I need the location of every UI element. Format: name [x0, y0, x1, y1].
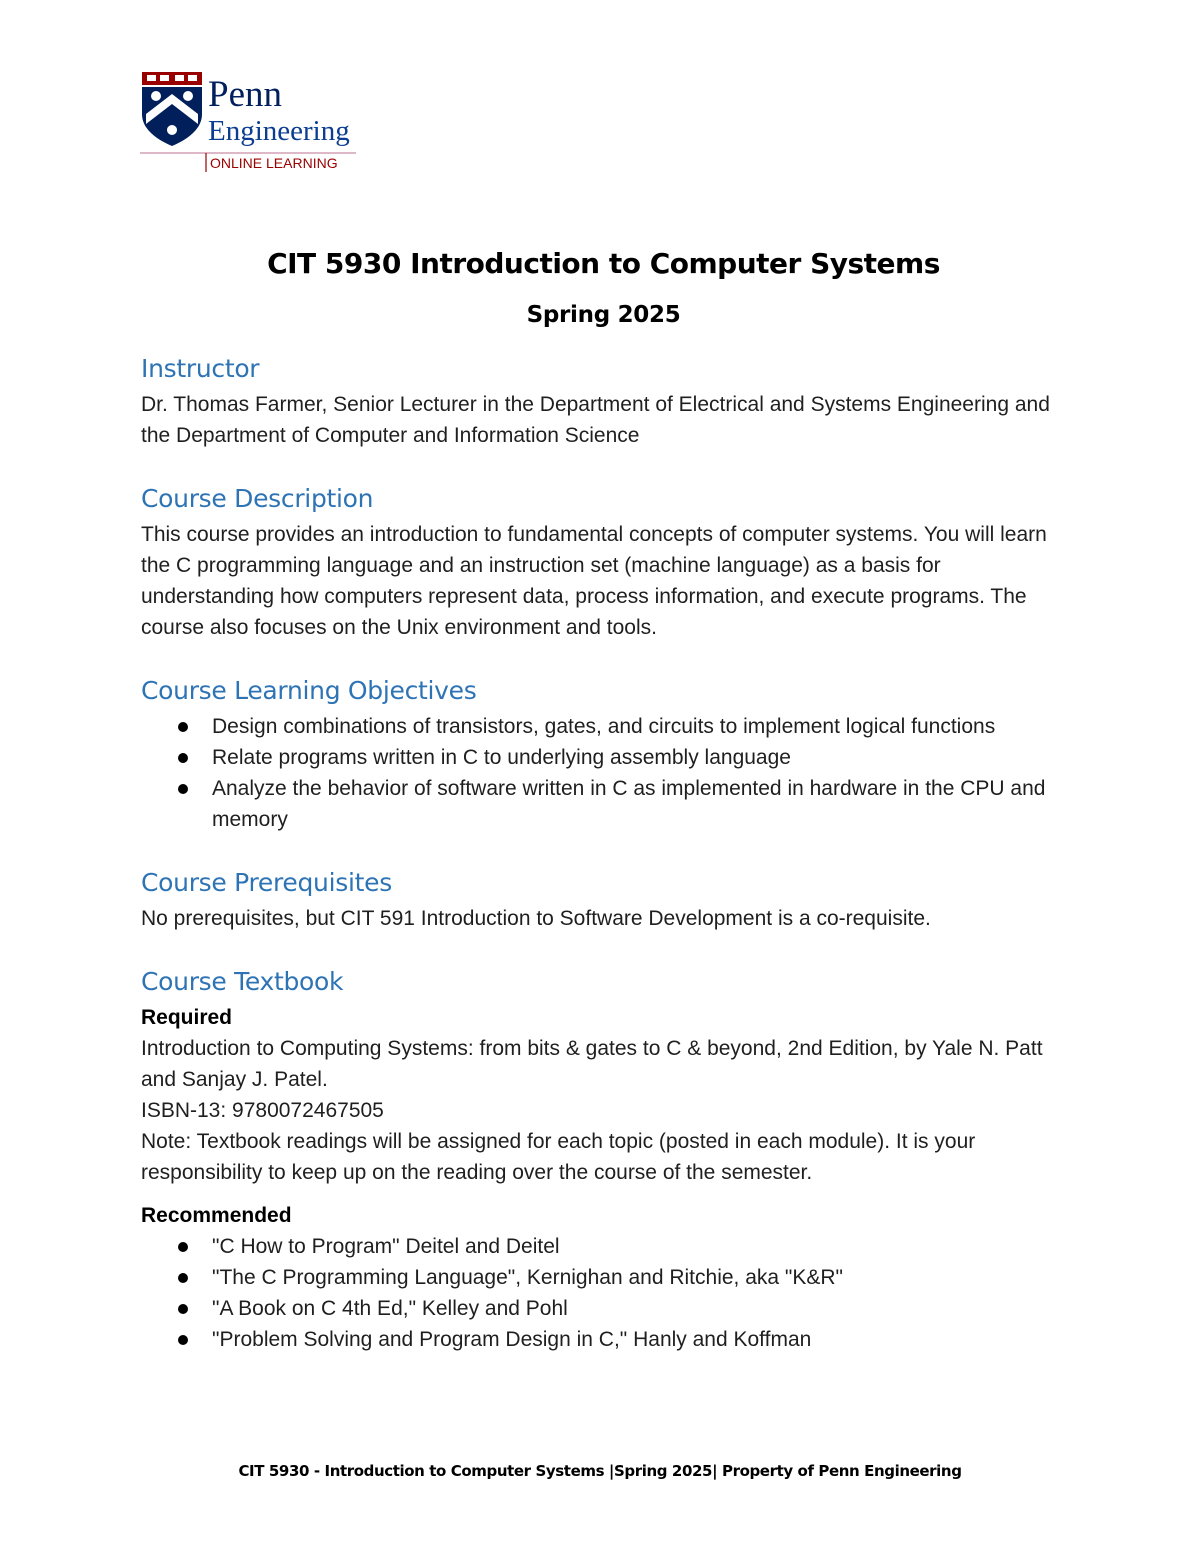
bullet-icon: [178, 1273, 188, 1283]
recommended-book: "The C Programming Language", Kernighan and Ritchie, aka "K&R": [212, 1266, 843, 1289]
bullet-icon: [178, 1335, 188, 1345]
instructor-text: Dr. Thomas Farmer, Senior Lecturer in the Department of Electrical and Systems Engineering and the Department of Computer and Information Science: [141, 393, 1050, 447]
bullet-icon: [178, 1242, 188, 1252]
textbook-heading: Course Textbook: [141, 967, 344, 996]
syllabus-body: [141, 240, 1066, 1355]
list-item: [141, 1324, 1066, 1355]
objective-text: Analyze the behavior of software written in C as implemented in hardware in the CPU and memory: [212, 777, 1046, 831]
logo-name-penn: Penn: [208, 74, 282, 115]
list-item: [141, 742, 1066, 773]
textbook-note: Note: Textbook readings will be assigned for each topic (posted in each module). It is your responsibility to keep up on the reading over the course of the semester.: [141, 1130, 976, 1184]
penn-shield-logo-graphic: [140, 70, 360, 174]
course-title: CIT 5930 Introduction to Computer Systems: [267, 247, 940, 280]
objectives-list: [141, 711, 1066, 835]
recommended-list: [141, 1231, 1066, 1355]
bullet-icon: [178, 753, 188, 763]
objectives-heading: Course Learning Objectives: [141, 676, 477, 705]
recommended-book: "C How to Program" Deitel and Deitel: [212, 1235, 560, 1258]
course-term: Spring 2025: [526, 302, 681, 328]
required-label: Required: [141, 1006, 233, 1029]
recommended-book: "A Book on C 4th Ed," Kelley and Pohl: [212, 1297, 568, 1320]
objective-text: Relate programs written in C to underlying assembly language: [212, 746, 791, 769]
bullet-icon: [178, 1304, 188, 1314]
instructor-heading: Instructor: [141, 354, 260, 383]
description-heading: Course Description: [141, 484, 374, 513]
penn-engineering-logo: [140, 70, 360, 174]
prerequisites-text: No prerequisites, but CIT 591 Introduction to Software Development is a co-requisite.: [141, 907, 931, 930]
bullet-icon: [178, 784, 188, 794]
list-item: [141, 773, 1066, 835]
required-book: Introduction to Computing Systems: from bits & gates to C & beyond, 2nd Edition, by Yale N. Patt and Sanjay J. Patel.: [141, 1037, 1043, 1091]
list-item: [141, 711, 1066, 742]
objective-text: Design combinations of transistors, gates, and circuits to implement logical functions: [212, 715, 996, 738]
list-item: [141, 1262, 1066, 1293]
logo-name-engineering: Engineering: [208, 115, 350, 147]
description-text: This course provides an introduction to fundamental concepts of computer systems. You will learn the C programming language and an instruction set (machine language) as a basis for understanding how computers represent data, process information, and execute programs. The course also focuses on the Unix environment and tools.: [141, 523, 1047, 639]
prerequisites-heading: Course Prerequisites: [141, 868, 392, 897]
list-item: [141, 1293, 1066, 1324]
recommended-label: Recommended: [141, 1204, 292, 1227]
recommended-book: "Problem Solving and Program Design in C," Hanly and Koffman: [212, 1328, 812, 1351]
isbn: ISBN-13: 9780072467505: [141, 1099, 384, 1122]
page-footer: CIT 5930 - Introduction to Computer Systems |Spring 2025| Property of Penn Engineering: [238, 1462, 962, 1480]
logo-tagline: ONLINE LEARNING: [210, 155, 338, 171]
bullet-icon: [178, 722, 188, 732]
list-item: [141, 1231, 1066, 1262]
